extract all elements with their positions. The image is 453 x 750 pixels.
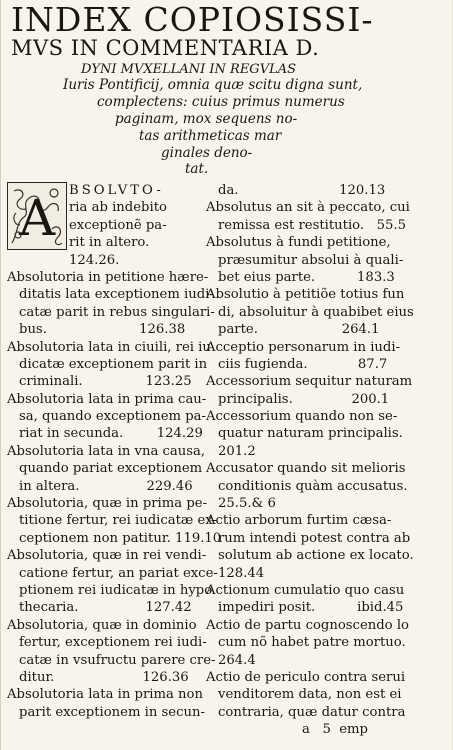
index-entry-line: venditorem data, non est ei bbox=[218, 687, 402, 703]
index-entry-line: 124.26. bbox=[69, 252, 120, 268]
index-entry-line: præsumitur absolui à quali- bbox=[218, 252, 404, 268]
index-entry-line: Absolutoria lata in ciuili, rei iu bbox=[7, 339, 211, 355]
subtitle-line: tas arithmeticas mar bbox=[139, 128, 282, 144]
index-entry-line: ria ab indebito bbox=[69, 200, 167, 216]
index-entry-line: titione fertur, rei iudicatæ ex- bbox=[19, 513, 217, 529]
index-entry-line: da. 120.13 bbox=[218, 183, 386, 198]
index-entry-line: 25.5.& 6 bbox=[218, 496, 276, 512]
subtitle-line: Iuris Pontificij, omnia quæ scitu digna sunt, bbox=[63, 77, 363, 93]
index-entry-line: riat in secunda. 124.29 bbox=[19, 426, 203, 442]
index-entry-line: Absolutoria lata in prima non bbox=[7, 687, 203, 703]
index-entry-line: ptionem rei iudicatæ in hypo bbox=[19, 582, 213, 598]
index-entry-line: conditionis quàm accusatus. bbox=[218, 478, 408, 494]
index-entry-line: Absolutoria lata in vna causa, bbox=[7, 443, 206, 459]
index-entry-line: ceptionem non patitur. 119.10 bbox=[19, 530, 222, 546]
index-entry-line: 201.2 bbox=[218, 443, 256, 459]
index-entry-line: in altera. 229.46 bbox=[19, 478, 193, 494]
index-entry-line: criminali. 123.25 bbox=[19, 374, 192, 390]
index-entry-line: quatur naturam principalis. bbox=[218, 426, 403, 442]
index-title-line-2: MVS IN COMMENTARIA D. bbox=[11, 36, 320, 60]
index-entry-line: sa, quando exceptionem pa- bbox=[19, 409, 206, 425]
index-entry-line: 128.44 bbox=[218, 565, 265, 581]
svg-text:A: A bbox=[18, 189, 56, 247]
index-entry-line: Absolutoria, quæ in dominio bbox=[7, 617, 197, 633]
index-entry-line: Absolutio à petitiõe totius fun bbox=[206, 287, 405, 303]
index-entry-line: ditatis lata exceptionem iudi- bbox=[19, 287, 214, 303]
subtitle-line: complectens: cuius primus numerus bbox=[97, 94, 345, 110]
index-entry-line: ciis fugienda. 87.7 bbox=[218, 356, 388, 372]
index-entry-line: Absolutoria, quæ in rei vendi- bbox=[7, 548, 207, 564]
index-entry-line: Absolutoria in petitione hære- bbox=[7, 269, 209, 285]
subtitle-line: tat. bbox=[185, 161, 209, 177]
index-entry-line: remissa est restitutio. 55.5 bbox=[218, 217, 407, 233]
index-entry-line: solutum ab actione ex locato. bbox=[218, 548, 414, 564]
index-entry-line: Absolutoria lata in prima cau- bbox=[7, 391, 207, 407]
index-entry-line: principalis. 200.1 bbox=[218, 391, 390, 407]
subtitle-line: ginales deno- bbox=[161, 145, 253, 161]
index-entry-line: impediri posit. ibid.45 bbox=[218, 600, 404, 616]
index-entry-line: parte. 264.1 bbox=[218, 322, 380, 338]
index-entry-line: Acceptio personarum in iudi- bbox=[206, 339, 401, 355]
index-title-line-1: INDEX COPIOSISSI- bbox=[11, 0, 374, 39]
index-entry-line: contraria, quæ datur contra bbox=[218, 704, 406, 720]
index-entry-line: thecaria. 127.42 bbox=[19, 600, 192, 616]
index-entry-line: Accessorium sequitur naturam bbox=[206, 374, 413, 390]
index-entry-line: bet eius parte. 183.3 bbox=[218, 269, 395, 285]
subtitle-line: paginam, mox sequens no- bbox=[115, 111, 298, 127]
index-entry-line: cum nõ habet patre mortuo. bbox=[218, 635, 406, 651]
index-entry-line: quando pariat exceptionem bbox=[19, 461, 203, 477]
index-entry-line: ditur. 126.36 bbox=[19, 669, 189, 685]
index-entry-line: fertur, exceptionem rei iudi- bbox=[19, 635, 207, 651]
index-entry-line: exceptionẽ pa- bbox=[69, 217, 167, 233]
index-entry-line: Absolutus an sit à peccato, cui bbox=[206, 200, 410, 216]
index-entry-line: BSOLVTO- bbox=[69, 183, 164, 198]
index-entry-line: Absolutus à fundi petitione, bbox=[206, 235, 391, 251]
index-entry-line: Actionum cumulatio quo casu bbox=[206, 582, 405, 598]
index-entry-line: Accessorium quando non se- bbox=[206, 409, 398, 425]
index-entry-line: Accusator quando sit melioris bbox=[206, 461, 406, 477]
index-entry-line: 264.4 bbox=[218, 652, 256, 668]
index-entry-line: catione fertur, an pariat exce- bbox=[19, 565, 218, 581]
index-entry-line: rit in altero. bbox=[69, 235, 150, 251]
index-entry-line: Actio de periculo contra serui bbox=[206, 669, 406, 685]
index-entry-line: catæ in vsufructu parere cre- bbox=[19, 652, 216, 668]
index-entry-line: rum intendi potest contra ab bbox=[218, 530, 411, 546]
index-title-line-3: DYNI MVXELLANI IN REGVLAS bbox=[81, 62, 297, 77]
left-index-column bbox=[7, 182, 222, 721]
index-entry-line: parit exceptionem in secun- bbox=[19, 704, 205, 720]
index-entry-line: catæ parit in rebus singulari- bbox=[19, 304, 215, 320]
right-index-column bbox=[206, 182, 414, 739]
index-entry-line: Actio de partu cognoscendo lo bbox=[206, 617, 409, 633]
index-entry-line: di, absoluitur à quabibet eius bbox=[218, 304, 414, 320]
index-entry-line: Actio arborum furtim cæsa- bbox=[206, 513, 392, 529]
index-entry-line: bus. 126.38 bbox=[19, 322, 186, 338]
catchword-signature: a 5 emp bbox=[302, 722, 368, 738]
index-entry-line: Absolutoria, quæ in prima pe- bbox=[7, 496, 208, 512]
index-entry-line: dicatæ exceptionem parit in bbox=[19, 356, 208, 372]
